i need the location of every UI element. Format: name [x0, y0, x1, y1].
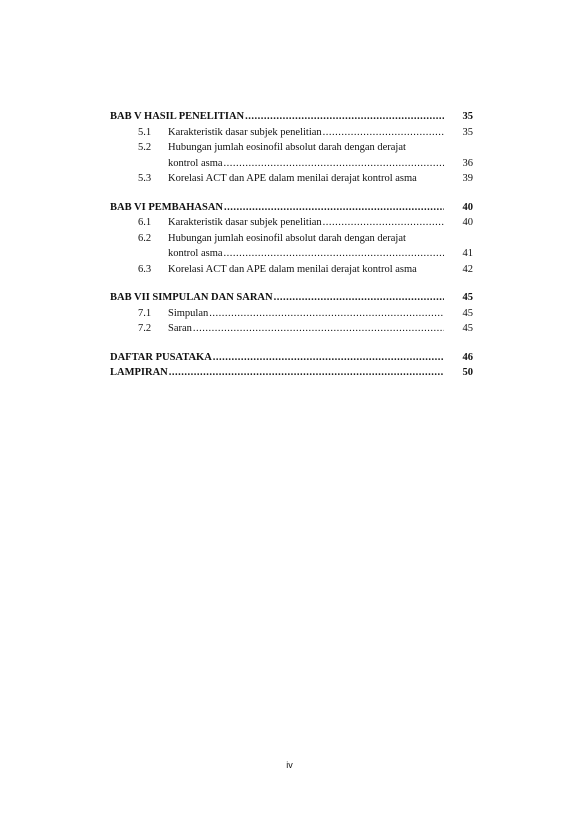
toc-leader-dots — [169, 365, 444, 381]
toc-chapter-bab-vii[interactable] — [110, 290, 473, 306]
toc-item-6-1[interactable] — [110, 215, 473, 231]
toc-item-number: 5.3 — [138, 173, 152, 184]
toc-leader-dots — [323, 215, 444, 231]
toc-page-number: 46 — [462, 351, 473, 363]
toc-item-number: 5.1 — [138, 126, 152, 138]
toc-item-number: 7.2 — [138, 323, 152, 334]
toc-item-title: Saran — [168, 323, 192, 334]
toc-group-bab-v — [110, 109, 473, 187]
toc-item-title: Korelasi ACT dan APE dalam menilai derajat kontrol asma — [168, 173, 417, 184]
toc-item-title: Korelasi ACT dan APE dalam menilai derajat kontrol asma — [168, 263, 417, 275]
toc-page-number: 35 — [462, 111, 473, 122]
toc-item-number: 6.1 — [138, 217, 152, 228]
toc-leader-dots — [224, 200, 444, 216]
toc-chapter-bab-vi[interactable] — [110, 200, 473, 216]
toc-page-number: 45 — [462, 307, 473, 319]
toc-item-number: 7.1 — [138, 307, 152, 319]
toc-item-5-2-cont[interactable] — [110, 156, 473, 172]
toc-chapter-daftar-pustaka[interactable] — [110, 350, 473, 366]
toc-item-number: 6.3 — [138, 263, 152, 275]
toc-leader-dots — [209, 306, 444, 322]
toc-page-number: 45 — [462, 323, 473, 334]
toc-item-title: Karakteristik dasar subjek penelitian — [168, 217, 322, 228]
toc-chapter-lampiran[interactable] — [110, 365, 473, 381]
toc-page-number: 40 — [462, 201, 473, 213]
toc-chapter-title: BAB V HASIL PENELITIAN — [110, 111, 245, 122]
toc-item-title: Hubungan jumlah eosinofil absolut darah dengan derajat — [168, 232, 406, 244]
toc-chapter-title: DAFTAR PUSATAKA — [110, 351, 212, 363]
toc-item-number: 5.2 — [138, 142, 152, 153]
toc-page-number: 35 — [462, 126, 473, 138]
toc-group-end — [110, 350, 473, 381]
toc-item-7-2[interactable] — [110, 321, 473, 337]
toc-page-number: 45 — [462, 292, 473, 303]
toc-item-title: Hubungan jumlah eosinofil absolut darah dengan derajat — [168, 142, 406, 153]
toc-item-title: Karakteristik dasar subjek penelitian — [168, 126, 322, 138]
page-number-footer: iv — [286, 760, 293, 770]
toc-leader-dots — [213, 350, 444, 366]
toc-page-number: 50 — [462, 367, 473, 378]
toc-chapter-title: LAMPIRAN — [110, 367, 168, 378]
toc-chapter-title: BAB VII SIMPULAN DAN SARAN — [110, 292, 273, 303]
toc-item-6-3[interactable] — [110, 262, 473, 278]
toc-page-number: 39 — [462, 173, 473, 184]
toc-item-5-3[interactable] — [110, 171, 473, 187]
toc-leader-dots — [323, 125, 444, 141]
toc-page-number: 36 — [462, 157, 473, 169]
toc-item-5-1[interactable] — [110, 125, 473, 141]
toc-leader-dots — [245, 109, 444, 125]
toc-leader-dots — [274, 290, 444, 306]
toc-item-7-1[interactable] — [110, 306, 473, 322]
toc-item-6-2[interactable] — [110, 231, 473, 247]
toc-group-bab-vii — [110, 290, 473, 337]
toc-leader-dots — [224, 156, 444, 172]
toc-page-number: 42 — [462, 263, 473, 275]
table-of-contents — [110, 109, 473, 394]
toc-group-bab-vi — [110, 200, 473, 278]
toc-item-number: 6.2 — [138, 232, 152, 244]
toc-item-title-cont: kontrol asma — [168, 248, 223, 259]
toc-page-number: 40 — [462, 217, 473, 228]
toc-item-title-cont: kontrol asma — [168, 157, 223, 169]
toc-item-5-2[interactable] — [110, 140, 473, 156]
toc-chapter-bab-v[interactable] — [110, 109, 473, 125]
toc-item-title: Simpulan — [168, 307, 209, 319]
toc-item-6-2-cont[interactable] — [110, 246, 473, 262]
toc-leader-dots — [224, 246, 444, 262]
toc-chapter-title: BAB VI PEMBAHASAN — [110, 201, 223, 213]
toc-page-number: 41 — [462, 248, 473, 259]
toc-leader-dots — [193, 321, 444, 337]
